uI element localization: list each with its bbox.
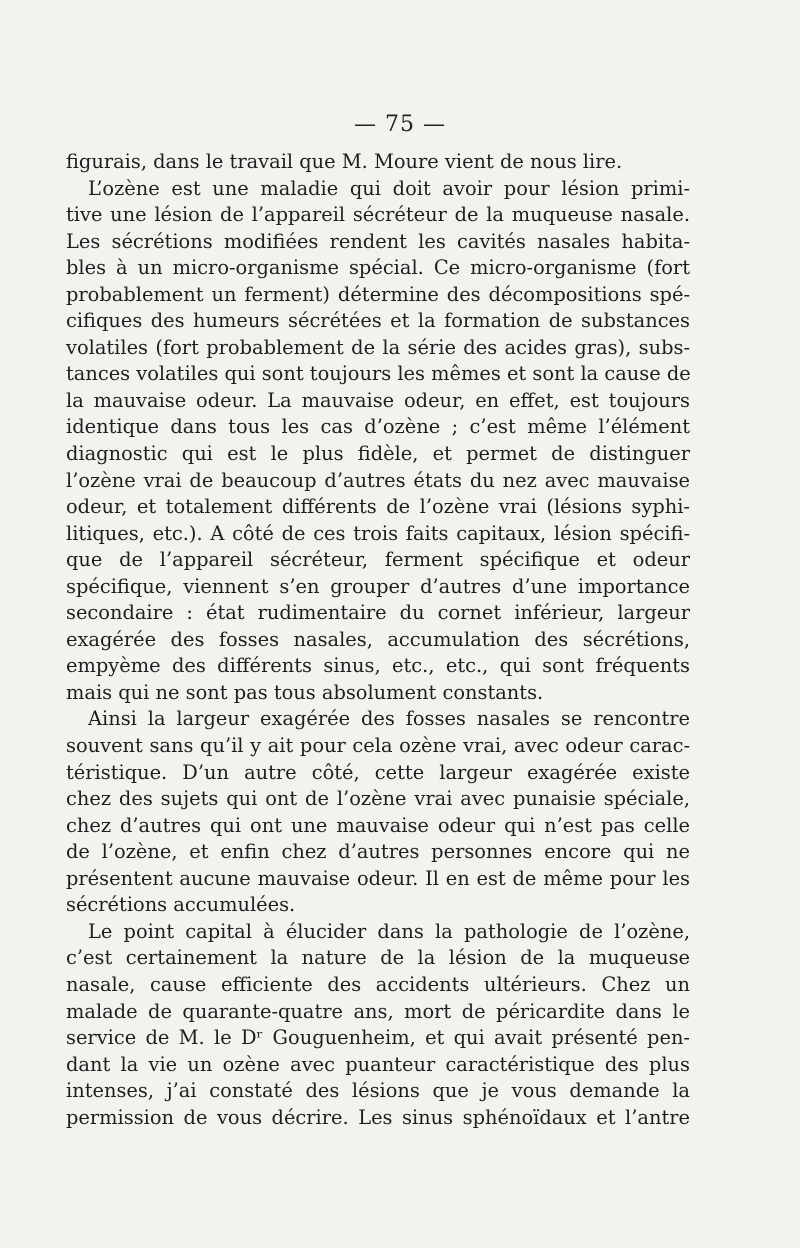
text-line: service de M. le Dʳ Gouguenheim, et qui avait présenté pen-: [66, 1026, 690, 1050]
text-line: diagnostic qui est le plus fidèle, et permet de distinguer: [66, 442, 690, 466]
text-line: volatiles (fort probablement de la série des acides gras), subs-: [66, 335, 690, 359]
text-line: L’ozène est une maladie qui doit avoir pour lésion primi-: [88, 176, 690, 200]
text-line: empyème des différents sinus, etc., etc., qui sont fréquents: [66, 654, 690, 678]
text-line: dant la vie un ozène avec puanteur caractéristique des plus: [66, 1052, 690, 1076]
text-line: probablement un ferment) détermine des décompositions spé-: [66, 282, 690, 306]
text-line: sécrétions accumulées.: [66, 893, 296, 917]
text-line: que de l’appareil sécréteur, ferment spécifique et odeur: [66, 548, 690, 572]
text-line: Le point capital à élucider dans la pathologie de l’ozène,: [88, 919, 690, 943]
text-line: exagérée des fosses nasales, accumulation des sécrétions,: [66, 627, 690, 651]
text-line: mais qui ne sont pas tous absolument constants.: [66, 680, 544, 704]
text-line: nasale, cause efficiente des accidents ultérieurs. Chez un: [66, 972, 690, 996]
text-line: permission de vous décrire. Les sinus sphénoïdaux et l’antre: [66, 1105, 690, 1129]
text-line: secondaire : état rudimentaire du cornet inférieur, largeur: [66, 601, 690, 625]
text-line: de l’ozène, et enfin chez d’autres personnes encore qui ne: [66, 840, 690, 864]
text-line: tive une lésion de l’appareil sécréteur de la muqueuse nasale.: [66, 203, 690, 227]
text-line: bles à un micro-organisme spécial. Ce micro-organisme (fort: [66, 256, 690, 280]
text-line: présentent aucune mauvaise odeur. Il en est de même pour les: [66, 866, 690, 890]
text-line: souvent sans qu’il y ait pour cela ozène vrai, avec odeur carac-: [66, 734, 690, 758]
text-line: la mauvaise odeur. La mauvaise odeur, en effet, est toujours: [66, 388, 690, 412]
text-line: litiques, etc.). A côté de ces trois faits capitaux, lésion spécifi-: [66, 521, 690, 545]
text-line: cifiques des humeurs sécrétées et la formation de substances: [66, 309, 690, 333]
text-line: identique dans tous les cas d’ozène ; c’est même l’élément: [66, 415, 690, 439]
text-line: Ainsi la largeur exagérée des fosses nasales se rencontre: [88, 707, 690, 731]
body-text: [66, 149, 690, 1131]
text-line: tances volatiles qui sont toujours les mêmes et sont la cause de: [66, 362, 691, 386]
text-line: spécifique, viennent s’en grouper d’autres d’une importance: [66, 574, 690, 598]
text-line: téristique. D’un autre côté, cette largeur exagérée existe: [66, 760, 690, 784]
text-line: intenses, j’ai constaté des lésions que je vous demande la: [66, 1079, 690, 1103]
text-line: l’ozène vrai de beaucoup d’autres états du nez avec mauvaise: [66, 468, 690, 492]
page-number: — 75 —: [354, 112, 446, 137]
text-line: chez d’autres qui ont une mauvaise odeur qui n’est pas celle: [66, 813, 690, 837]
text-line: c’est certainement la nature de la lésion de la muqueuse: [66, 946, 690, 970]
text-line: Les sécrétions modifiées rendent les cavités nasales habita-: [66, 229, 690, 253]
text-line: figurais, dans le travail que M. Moure vient de nous lire.: [66, 150, 623, 173]
text-line: malade de quarante-quatre ans, mort de péricardite dans le: [66, 999, 690, 1023]
text-line: chez des sujets qui ont de l’ozène vrai avec punaisie spéciale,: [66, 787, 690, 811]
text-line: odeur, et totalement différents de l’ozène vrai (lésions syphi-: [66, 495, 690, 519]
